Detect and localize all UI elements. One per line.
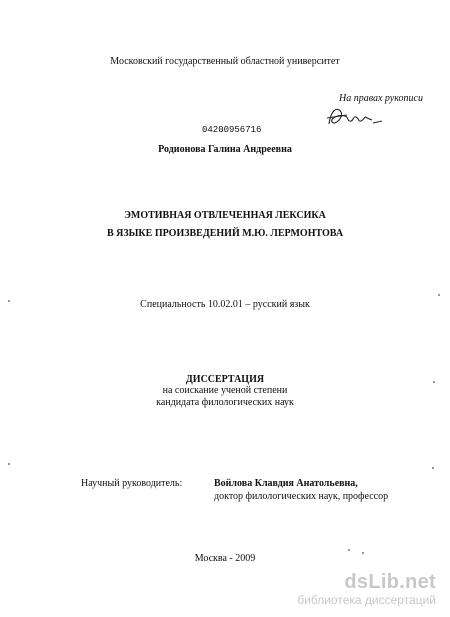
author-name: Родионова Галина Андреевна [158,144,292,155]
supervisor-label: Научный руководитель: [81,478,183,489]
dslib-watermark [297,571,436,607]
scan-speck [438,294,440,296]
scan-speck [348,549,350,551]
watermark-brand: dsLib.net [344,571,436,593]
scan-speck [432,467,434,469]
watermark-subtitle: библиотека диссертаций [297,593,436,607]
manuscript-rights-note: На правах рукописи [339,93,423,104]
scan-speck [433,381,435,383]
university-name: Московский государственный областной университет [110,56,340,67]
supervisor-title: доктор филологических наук, профессор [214,491,389,502]
barcode-number: 04200956716 [202,125,262,135]
supervisor-name: Войлова Клавдия Анатольевна, [214,478,358,489]
thesis-title-line-2: В ЯЗЫКЕ ПРОИЗВЕДЕНИЙ М.Ю. ЛЕРМОНТОВА [106,228,344,239]
scan-speck [8,300,10,302]
degree-line-1: на соискание ученой степени [162,385,288,396]
handwritten-signature [325,104,385,130]
place-and-year: Москва - 2009 [194,553,256,564]
thesis-title-line-1: ЭМОТИВНАЯ ОТВЛЕЧЕННАЯ ЛЕКСИКА [124,210,326,221]
scan-speck [8,463,10,465]
scan-speck [362,552,364,554]
specialty-line: Специальность 10.02.01 – русский язык [140,299,310,310]
dissertation-heading: ДИССЕРТАЦИЯ [185,374,265,385]
degree-line-2: кандидата филологических наук [156,397,294,408]
